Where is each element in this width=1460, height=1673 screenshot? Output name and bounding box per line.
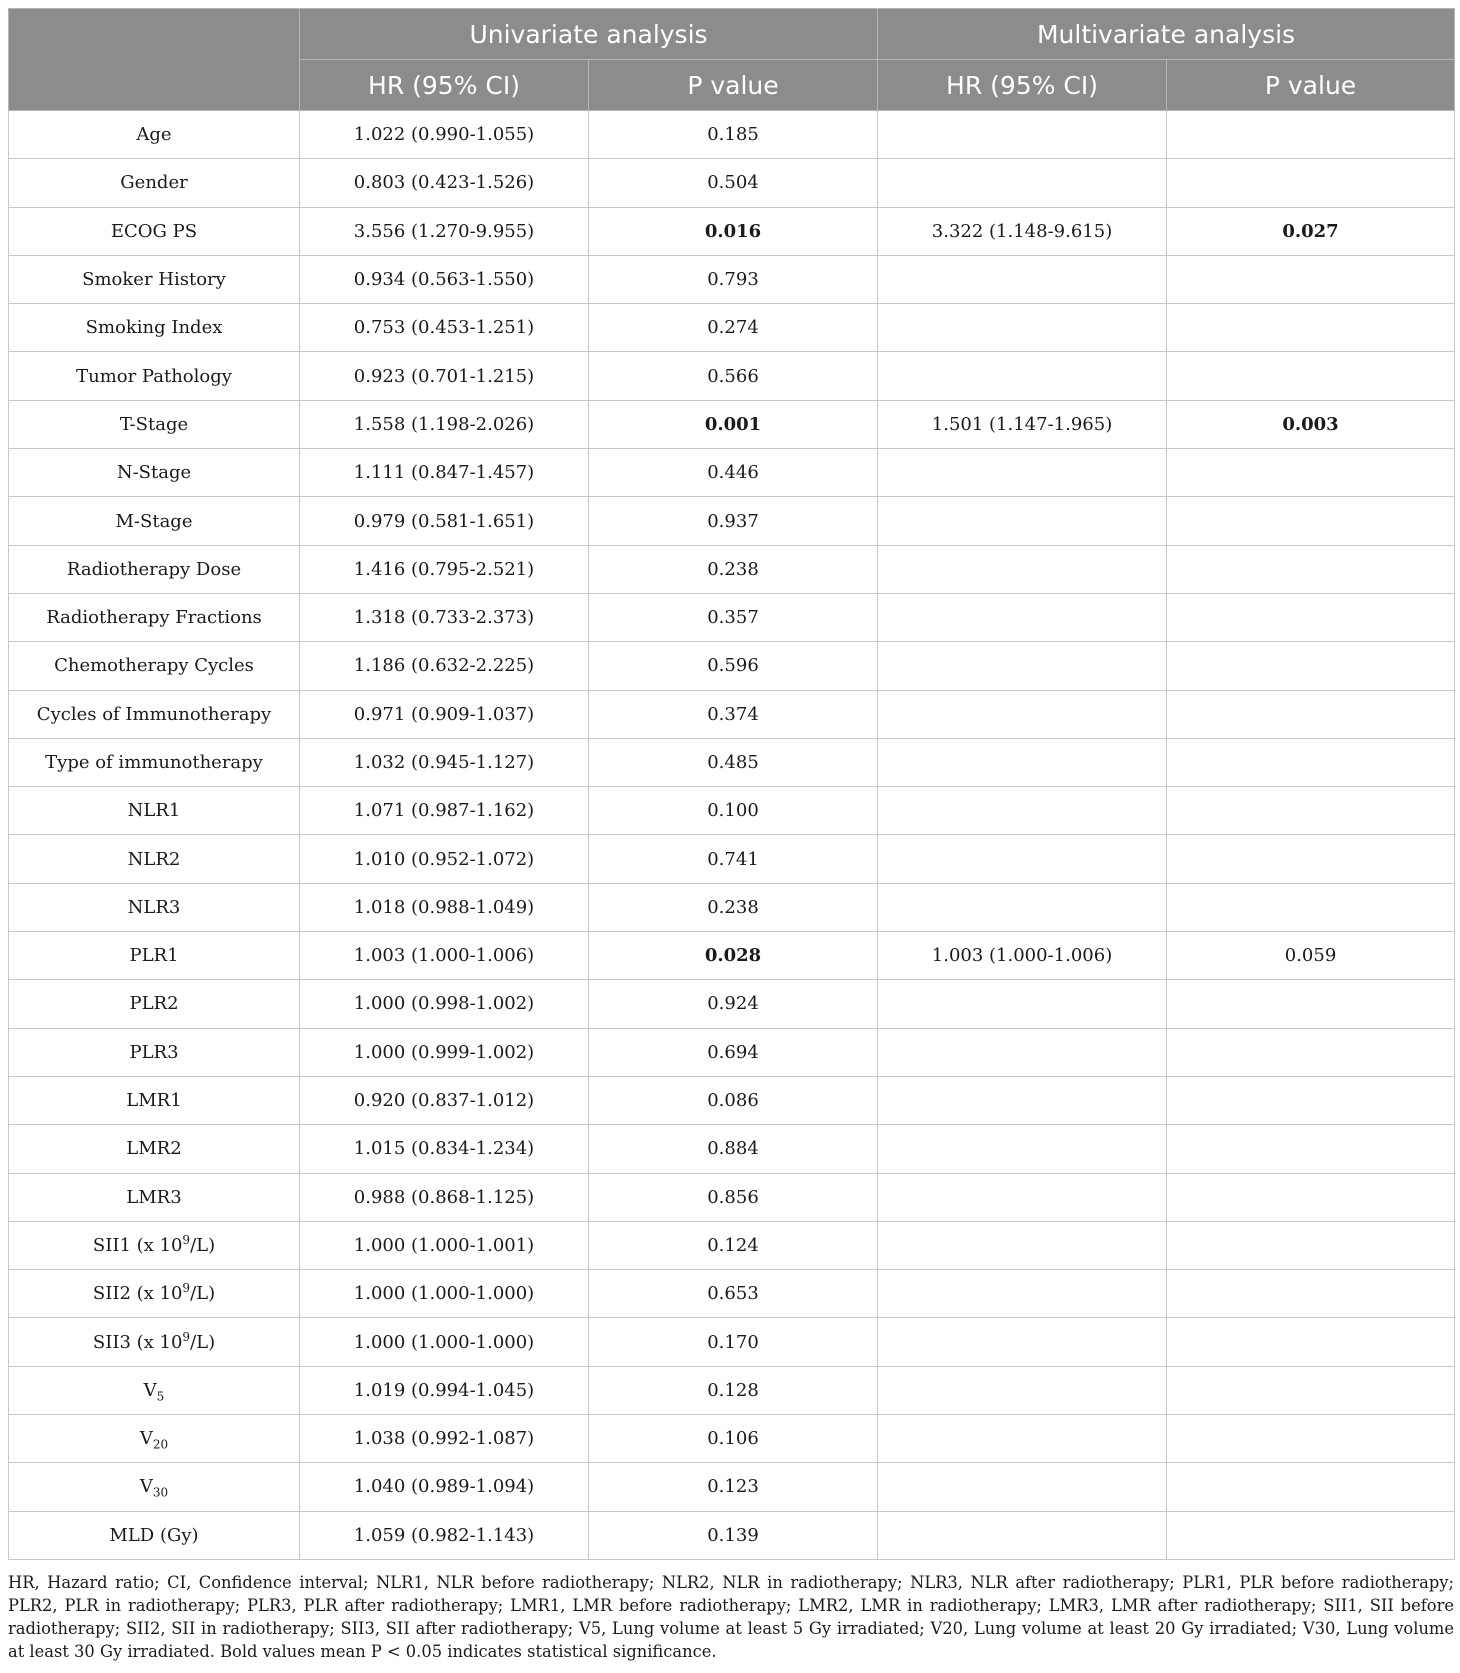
multivariate-p-value-cell <box>1167 1270 1455 1318</box>
univariate-hr-cell: 1.416 (0.795-2.521) <box>300 545 589 593</box>
univariate-hr-cell: 1.040 (0.989-1.094) <box>300 1463 589 1511</box>
header-col-multi-hr: HR (95% CI) <box>878 60 1167 111</box>
univariate-p-value-cell: 0.139 <box>589 1511 878 1559</box>
row-label-cell <box>9 1366 300 1414</box>
multivariate-hr-cell <box>878 111 1167 159</box>
row-label: NLR2 <box>127 848 181 870</box>
table-row <box>9 111 1455 159</box>
multivariate-p-value-cell <box>1167 1366 1455 1414</box>
multivariate-hr-cell <box>878 545 1167 593</box>
row-label-cell <box>9 304 300 352</box>
table-row <box>9 159 1455 207</box>
univariate-hr-cell: 0.920 (0.837-1.012) <box>300 1076 589 1124</box>
univariate-p-value-cell: 0.238 <box>589 883 878 931</box>
multivariate-p-value-cell: 0.059 <box>1167 932 1455 980</box>
multivariate-p-value-cell <box>1167 883 1455 931</box>
table-row <box>9 255 1455 303</box>
row-label: M-Stage <box>115 510 193 532</box>
multivariate-hr-cell <box>878 593 1167 641</box>
univariate-hr-cell: 1.558 (1.198-2.026) <box>300 400 589 448</box>
univariate-p-value-cell: 0.485 <box>589 738 878 786</box>
header-group-multivariate: Multivariate analysis <box>878 9 1455 60</box>
results-table-container <box>8 8 1454 1560</box>
univariate-hr-cell: 0.803 (0.423-1.526) <box>300 159 589 207</box>
univariate-p-value-cell: 0.937 <box>589 497 878 545</box>
univariate-hr-cell: 3.556 (1.270-9.955) <box>300 207 589 255</box>
univariate-hr-cell: 1.000 (1.000-1.001) <box>300 1221 589 1269</box>
row-label-cell <box>9 111 300 159</box>
table-row <box>9 1270 1455 1318</box>
row-label: Radiotherapy Dose <box>66 558 242 580</box>
table-row <box>9 1028 1455 1076</box>
row-label-suffix: /L) <box>190 1283 216 1305</box>
row-label-cell <box>9 1221 300 1269</box>
multivariate-p-value-cell <box>1167 1221 1455 1269</box>
row-label-subscript: 30 <box>152 1486 169 1501</box>
table-footnote: HR, Hazard ratio; CI, Confidence interval; NLR1, NLR before radiotherapy; NLR2, NLR in radiotherapy; NLR3, NLR after radiotherapy; PLR1, PLR before radiotherapy; PLR2, PLR in radiotherapy; PLR3, PLR after radiotherapy; LMR1, LMR before radiotherapy; LMR2, LMR in radiotherapy; LMR3, LMR after radiotherapy; SII1, SII before radiotherapy; SII2, SII in radiotherapy; SII3, SII after radiotherapy; V5, Lung volume at least 5 Gy irradiated; V20, Lung volume at least 20 Gy irradiated; V30, Lung volume at least 30 Gy irradiated. Bold values mean P < 0.05 indicates statistical significance. <box>8 1573 1454 1661</box>
row-label-cell <box>9 642 300 690</box>
table-row <box>9 1318 1455 1366</box>
row-label: PLR2 <box>129 993 179 1015</box>
row-label: PLR1 <box>129 945 179 967</box>
univariate-p-value-cell: 0.086 <box>589 1076 878 1124</box>
row-label-cell <box>9 1511 300 1559</box>
multivariate-p-value-cell <box>1167 980 1455 1028</box>
univariate-hr-cell: 0.988 (0.868-1.125) <box>300 1173 589 1221</box>
univariate-hr-cell: 1.018 (0.988-1.049) <box>300 883 589 931</box>
univariate-hr-cell: 1.318 (0.733-2.373) <box>300 593 589 641</box>
univariate-hr-cell: 1.071 (0.987-1.162) <box>300 787 589 835</box>
univariate-p-value-cell: 0.028 <box>589 932 878 980</box>
row-label-cell <box>9 1125 300 1173</box>
table-row <box>9 1511 1455 1559</box>
row-label: Age <box>136 124 172 146</box>
results-table <box>8 8 1455 1560</box>
table-row <box>9 883 1455 931</box>
univariate-p-value-cell: 0.185 <box>589 111 878 159</box>
univariate-hr-cell: 1.038 (0.992-1.087) <box>300 1415 589 1463</box>
row-label-cell <box>9 980 300 1028</box>
row-label-cell <box>9 883 300 931</box>
univariate-p-value-cell: 0.274 <box>589 304 878 352</box>
row-label-cell <box>9 1028 300 1076</box>
row-label-cell <box>9 207 300 255</box>
row-label: MLD (Gy) <box>109 1524 199 1546</box>
univariate-p-value-cell: 0.856 <box>589 1173 878 1221</box>
row-label: ECOG PS <box>110 220 198 242</box>
row-label: N-Stage <box>116 462 192 484</box>
row-label-cell <box>9 255 300 303</box>
multivariate-hr-cell <box>878 690 1167 738</box>
univariate-p-value-cell: 0.596 <box>589 642 878 690</box>
multivariate-hr-cell <box>878 1415 1167 1463</box>
univariate-hr-cell: 1.003 (1.000-1.006) <box>300 932 589 980</box>
univariate-hr-cell: 1.019 (0.994-1.045) <box>300 1366 589 1414</box>
multivariate-hr-cell <box>878 159 1167 207</box>
table-row <box>9 932 1455 980</box>
row-label: NLR3 <box>127 896 181 918</box>
table-row <box>9 1221 1455 1269</box>
multivariate-p-value-cell <box>1167 111 1455 159</box>
multivariate-p-value-cell <box>1167 642 1455 690</box>
univariate-hr-cell: 1.000 (1.000-1.000) <box>300 1270 589 1318</box>
multivariate-hr-cell <box>878 1028 1167 1076</box>
multivariate-hr-cell <box>878 738 1167 786</box>
univariate-p-value-cell: 0.793 <box>589 255 878 303</box>
row-label: Chemotherapy Cycles <box>54 655 254 677</box>
row-label: Smoking Index <box>85 317 223 339</box>
multivariate-p-value-cell <box>1167 1318 1455 1366</box>
univariate-hr-cell: 0.753 (0.453-1.251) <box>300 304 589 352</box>
multivariate-hr-cell <box>878 980 1167 1028</box>
multivariate-hr-cell: 1.501 (1.147-1.965) <box>878 400 1167 448</box>
table-row <box>9 1463 1455 1511</box>
row-label: Type of immunotherapy <box>45 752 263 773</box>
univariate-p-value-cell: 0.170 <box>589 1318 878 1366</box>
header-col-multi-p: P value <box>1167 60 1455 111</box>
table-row <box>9 497 1455 545</box>
multivariate-hr-cell <box>878 642 1167 690</box>
multivariate-p-value-cell <box>1167 497 1455 545</box>
row-label-cell <box>9 449 300 497</box>
table-body <box>9 111 1455 1560</box>
table-row <box>9 738 1455 786</box>
univariate-p-value-cell: 0.884 <box>589 1125 878 1173</box>
multivariate-p-value-cell <box>1167 1173 1455 1221</box>
row-label-cell <box>9 1270 300 1318</box>
univariate-hr-cell: 1.010 (0.952-1.072) <box>300 835 589 883</box>
row-label-cell <box>9 1415 300 1463</box>
row-label-cell <box>9 352 300 400</box>
multivariate-hr-cell <box>878 1463 1167 1511</box>
multivariate-p-value-cell <box>1167 835 1455 883</box>
univariate-hr-cell: 1.186 (0.632-2.225) <box>300 642 589 690</box>
row-label-cell <box>9 738 300 786</box>
table-row <box>9 400 1455 448</box>
multivariate-hr-cell <box>878 835 1167 883</box>
row-label-cell <box>9 1173 300 1221</box>
row-label-superscript: 9 <box>182 1329 191 1344</box>
row-label-suffix: /L) <box>190 1331 216 1353</box>
row-label: V <box>143 1379 157 1401</box>
row-label-suffix: /L) <box>190 1234 216 1256</box>
row-label: V <box>139 1476 153 1498</box>
row-label: Tumor Pathology <box>76 365 232 387</box>
multivariate-p-value-cell: 0.027 <box>1167 207 1455 255</box>
row-label-cell <box>9 1318 300 1366</box>
row-label: T-Stage <box>119 413 189 435</box>
row-label-subscript: 20 <box>152 1437 169 1452</box>
table-row <box>9 690 1455 738</box>
univariate-p-value-cell: 0.566 <box>589 352 878 400</box>
univariate-p-value-cell: 0.374 <box>589 690 878 738</box>
multivariate-hr-cell <box>878 304 1167 352</box>
univariate-p-value-cell: 0.741 <box>589 835 878 883</box>
row-label-superscript: 9 <box>182 1281 191 1296</box>
row-label: Gender <box>120 172 188 194</box>
multivariate-p-value-cell <box>1167 690 1455 738</box>
multivariate-p-value-cell <box>1167 593 1455 641</box>
table-row <box>9 207 1455 255</box>
univariate-p-value-cell: 0.446 <box>589 449 878 497</box>
univariate-p-value-cell: 0.001 <box>589 400 878 448</box>
row-label: NLR1 <box>127 800 181 822</box>
univariate-hr-cell: 0.979 (0.581-1.651) <box>300 497 589 545</box>
multivariate-p-value-cell <box>1167 352 1455 400</box>
row-label-cell <box>9 400 300 448</box>
table-row <box>9 593 1455 641</box>
multivariate-hr-cell <box>878 1221 1167 1269</box>
table-row <box>9 304 1455 352</box>
multivariate-hr-cell <box>878 1076 1167 1124</box>
row-label: Cycles of Immunotherapy <box>36 703 272 725</box>
multivariate-p-value-cell <box>1167 1125 1455 1173</box>
table-header <box>9 9 1455 111</box>
row-label-cell <box>9 545 300 593</box>
multivariate-hr-cell <box>878 1270 1167 1318</box>
row-label: PLR3 <box>129 1041 179 1063</box>
univariate-p-value-cell: 0.123 <box>589 1463 878 1511</box>
row-label: LMR3 <box>126 1186 182 1208</box>
row-label-superscript: 9 <box>182 1232 191 1247</box>
header-col-uni-hr: HR (95% CI) <box>300 60 589 111</box>
table-row <box>9 352 1455 400</box>
multivariate-hr-cell <box>878 1366 1167 1414</box>
row-label-cell <box>9 932 300 980</box>
table-row <box>9 1125 1455 1173</box>
multivariate-hr-cell: 3.322 (1.148-9.615) <box>878 207 1167 255</box>
univariate-p-value-cell: 0.016 <box>589 207 878 255</box>
multivariate-hr-cell <box>878 255 1167 303</box>
univariate-p-value-cell: 0.100 <box>589 787 878 835</box>
multivariate-hr-cell <box>878 1318 1167 1366</box>
header-col-uni-p: P value <box>589 60 878 111</box>
row-label-cell <box>9 787 300 835</box>
row-label-cell <box>9 835 300 883</box>
row-label: SII1 (x 10 <box>92 1234 183 1256</box>
multivariate-p-value-cell <box>1167 545 1455 593</box>
univariate-hr-cell: 1.015 (0.834-1.234) <box>300 1125 589 1173</box>
univariate-p-value-cell: 0.924 <box>589 980 878 1028</box>
table-row <box>9 1415 1455 1463</box>
table-row <box>9 980 1455 1028</box>
univariate-p-value-cell: 0.128 <box>589 1366 878 1414</box>
univariate-hr-cell: 0.971 (0.909-1.037) <box>300 690 589 738</box>
multivariate-p-value-cell: 0.003 <box>1167 400 1455 448</box>
univariate-hr-cell: 1.059 (0.982-1.143) <box>300 1511 589 1559</box>
row-label: SII3 (x 10 <box>92 1331 183 1353</box>
row-label-cell <box>9 1463 300 1511</box>
row-label-cell <box>9 690 300 738</box>
row-label: SII2 (x 10 <box>92 1283 183 1305</box>
univariate-p-value-cell: 0.653 <box>589 1270 878 1318</box>
univariate-p-value-cell: 0.357 <box>589 593 878 641</box>
table-row <box>9 449 1455 497</box>
multivariate-p-value-cell <box>1167 449 1455 497</box>
row-label: V <box>139 1428 153 1450</box>
multivariate-p-value-cell <box>1167 787 1455 835</box>
multivariate-p-value-cell <box>1167 1511 1455 1559</box>
multivariate-hr-cell <box>878 449 1167 497</box>
univariate-hr-cell: 1.000 (0.998-1.002) <box>300 980 589 1028</box>
header-group-univariate: Univariate analysis <box>300 9 878 60</box>
univariate-hr-cell: 1.032 (0.945-1.127) <box>300 738 589 786</box>
multivariate-hr-cell <box>878 883 1167 931</box>
multivariate-p-value-cell <box>1167 1463 1455 1511</box>
row-label-cell <box>9 1076 300 1124</box>
univariate-hr-cell: 1.111 (0.847-1.457) <box>300 449 589 497</box>
table-row <box>9 1366 1455 1414</box>
multivariate-hr-cell <box>878 352 1167 400</box>
univariate-hr-cell: 0.923 (0.701-1.215) <box>300 352 589 400</box>
multivariate-p-value-cell <box>1167 738 1455 786</box>
univariate-hr-cell: 1.000 (1.000-1.000) <box>300 1318 589 1366</box>
row-label: LMR2 <box>126 1138 182 1160</box>
multivariate-hr-cell <box>878 1511 1167 1559</box>
multivariate-p-value-cell <box>1167 255 1455 303</box>
multivariate-p-value-cell <box>1167 159 1455 207</box>
row-label: LMR1 <box>126 1090 182 1112</box>
row-label-subscript: 5 <box>156 1389 165 1404</box>
row-label-cell <box>9 497 300 545</box>
multivariate-p-value-cell <box>1167 1415 1455 1463</box>
univariate-hr-cell: 1.022 (0.990-1.055) <box>300 111 589 159</box>
multivariate-hr-cell: 1.003 (1.000-1.006) <box>878 932 1167 980</box>
row-label: Radiotherapy Fractions <box>46 607 262 629</box>
multivariate-hr-cell <box>878 1173 1167 1221</box>
table-row <box>9 545 1455 593</box>
univariate-hr-cell: 1.000 (0.999-1.002) <box>300 1028 589 1076</box>
table-row <box>9 1076 1455 1124</box>
row-label-cell <box>9 159 300 207</box>
multivariate-p-value-cell <box>1167 1076 1455 1124</box>
row-label-cell <box>9 593 300 641</box>
header-row-groups <box>9 9 1455 60</box>
multivariate-hr-cell <box>878 497 1167 545</box>
multivariate-p-value-cell <box>1167 1028 1455 1076</box>
univariate-p-value-cell: 0.238 <box>589 545 878 593</box>
multivariate-p-value-cell <box>1167 304 1455 352</box>
univariate-p-value-cell: 0.124 <box>589 1221 878 1269</box>
row-label: Smoker History <box>82 269 226 291</box>
table-row <box>9 642 1455 690</box>
univariate-p-value-cell: 0.504 <box>589 159 878 207</box>
table-row <box>9 1173 1455 1221</box>
univariate-p-value-cell: 0.694 <box>589 1028 878 1076</box>
table-row <box>9 835 1455 883</box>
univariate-hr-cell: 0.934 (0.563-1.550) <box>300 255 589 303</box>
multivariate-hr-cell <box>878 787 1167 835</box>
univariate-p-value-cell: 0.106 <box>589 1415 878 1463</box>
table-row <box>9 787 1455 835</box>
header-corner-cell <box>9 9 300 111</box>
multivariate-hr-cell <box>878 1125 1167 1173</box>
